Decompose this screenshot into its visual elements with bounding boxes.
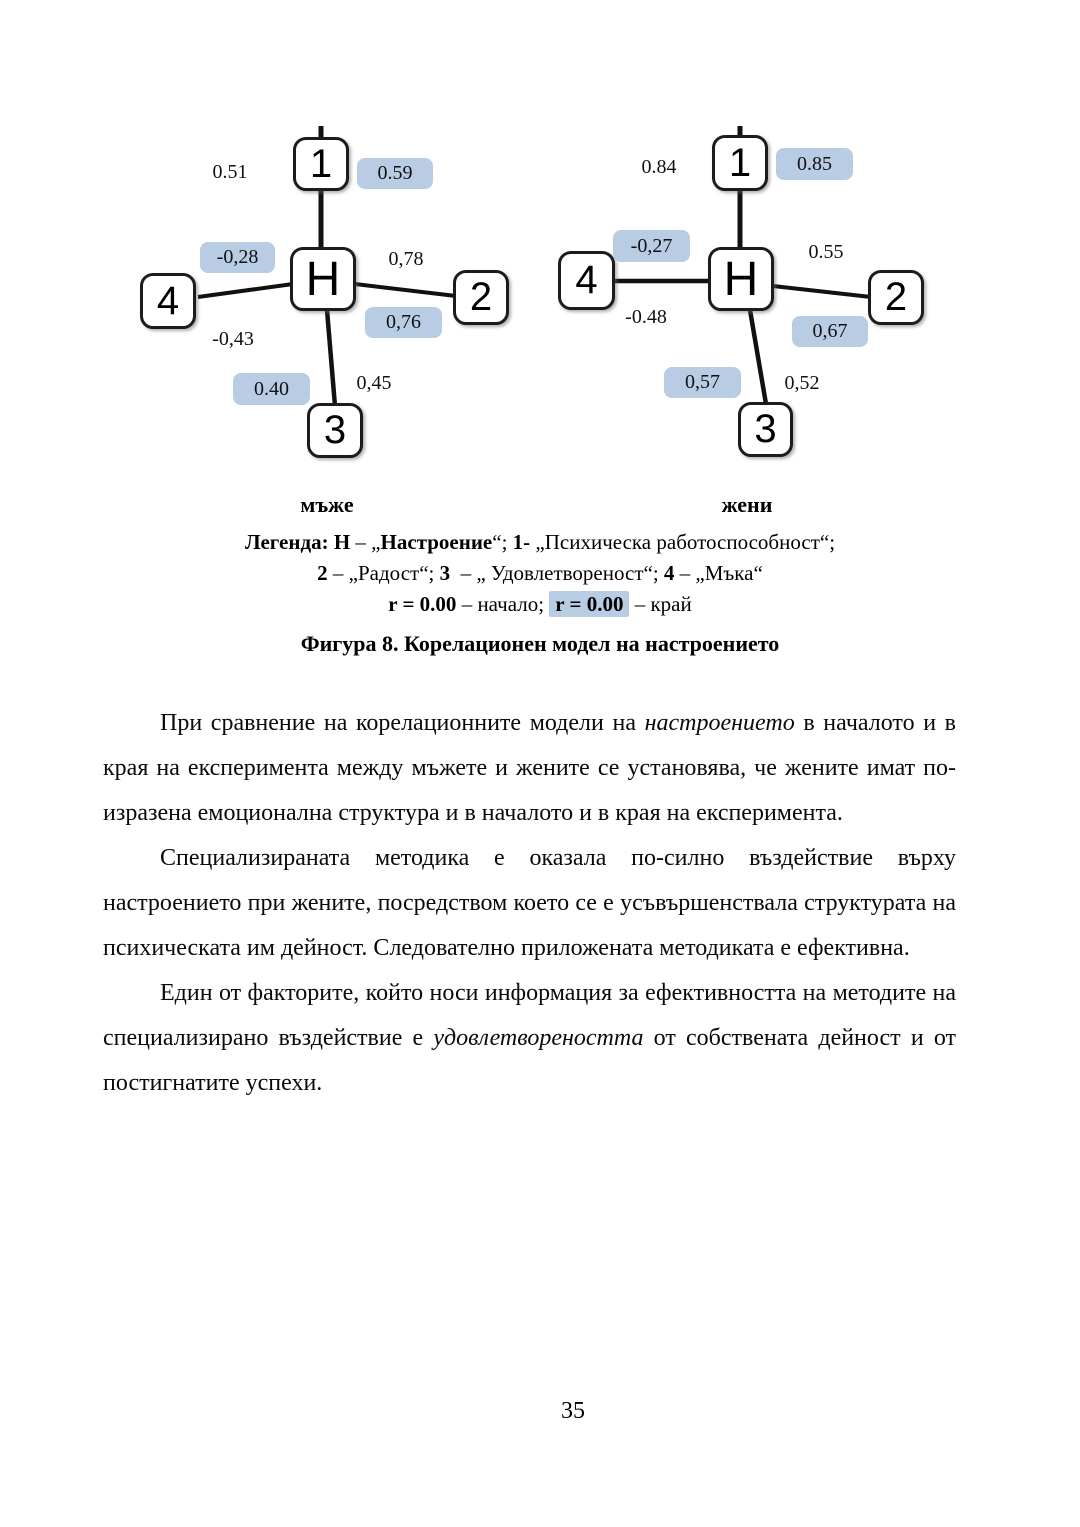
men-value-h1-end: 0.59 (357, 158, 433, 189)
group-label-men: мъже (300, 492, 354, 517)
men-node-3: 3 (307, 403, 363, 458)
women-value-h2-start: 0.55 (808, 241, 844, 263)
women-value-h2-end: 0,67 (792, 316, 868, 347)
men-node-2: 2 (453, 270, 509, 325)
women-node-1: 1 (712, 135, 768, 191)
women-value-h1-start: 0.84 (641, 156, 677, 178)
legend-line-2 (0, 561, 1080, 586)
men-value-h4-start: -0,43 (212, 328, 254, 350)
women-node-4: 4 (558, 251, 615, 310)
p3-text-after: от собствената дейност и от постигнатите успехи. (103, 1025, 956, 1096)
legend-line-3 (0, 592, 1080, 617)
group-label-women: жени (721, 492, 773, 517)
legend-n4-name: – „Мъка“ (674, 561, 763, 585)
paragraph-1 (103, 701, 956, 836)
p3-text-before: Един от факторите, който носи информация за ефективността на методите на специализирано въздействие е (103, 980, 956, 1051)
figure-caption: Фигура 8. Корелационен модел на настроението (300, 631, 780, 656)
men-edge-h-2 (355, 284, 456, 296)
men-value-h2-end: 0,76 (365, 307, 442, 338)
legend-n1-name: „Психическа работоспособност“; (530, 530, 836, 554)
paragraph-2 (103, 836, 956, 971)
women-value-h3-end: 0,57 (664, 367, 741, 398)
women-value-h3-start: 0,52 (784, 372, 820, 394)
men-node-h: Н (290, 247, 356, 311)
men-value-h4-end: -0,28 (200, 242, 275, 273)
legend-n3: 3 (439, 561, 451, 585)
women-edge-h-2 (773, 286, 871, 297)
women-edge-h-3 (750, 310, 766, 404)
legend-n2-name: – „Радост“; (327, 561, 440, 585)
legend-sep1: “; (492, 530, 513, 554)
men-value-h2-start: 0,78 (388, 248, 424, 270)
men-value-h3-end: 0.40 (233, 373, 310, 405)
men-value-h1-start: 0.51 (212, 161, 248, 183)
legend-n1: 1- (512, 530, 531, 554)
men-edge-h-3 (327, 310, 335, 406)
legend-n4: 4 (663, 561, 675, 585)
legend-r-end-label: – край (629, 592, 692, 616)
legend-dash1: – „ (350, 530, 381, 554)
legend-r-start: r = 0.00 (388, 592, 457, 616)
p1-text-before: При сравнение на корелационните модели на (160, 710, 645, 736)
legend-h-name: Настроение (380, 530, 493, 554)
legend-r-end-highlighted: r = 0.00 (549, 591, 629, 617)
p3-italic-term: удовлетвореността (433, 1025, 644, 1051)
men-value-h3-start: 0,45 (356, 372, 392, 394)
men-edge-h-4 (198, 284, 293, 297)
men-node-1: 1 (293, 137, 349, 191)
legend-prefix: Легенда: Н (244, 530, 351, 554)
legend-n2: 2 (317, 561, 328, 585)
women-node-3: 3 (738, 402, 793, 457)
women-value-h4-end: -0,27 (613, 230, 690, 262)
women-node-h: Н (708, 247, 774, 311)
paragraph-3 (103, 971, 956, 1106)
p1-text-after: в началото и в края на експеримента между мъжете и жените се установява, че жените имат по-изразена емоционална структура и в началото и в края на експеримента. (103, 710, 957, 826)
men-node-4: 4 (140, 273, 196, 329)
legend-n3-name: – „ Удовлетвореност“; (450, 561, 664, 585)
diagram-edges-layer (0, 0, 1080, 480)
p1-italic-term: настроението (644, 710, 795, 736)
women-node-2: 2 (868, 270, 924, 325)
p2-text: Специализираната методика е оказала по-силно въздействие върху настроението при жените, посредством което се е усъвършенствала структурата на психическата им дейност. Следователно приложената методиката е ефективна. (103, 845, 956, 961)
women-value-h4-start: -0.48 (625, 306, 667, 328)
legend-r-start-label: – начало; (456, 592, 550, 616)
body-text (103, 701, 956, 1106)
women-value-h1-end: 0.85 (776, 148, 853, 180)
page-number: 35 (561, 1398, 585, 1424)
legend-line-1 (0, 530, 1080, 555)
